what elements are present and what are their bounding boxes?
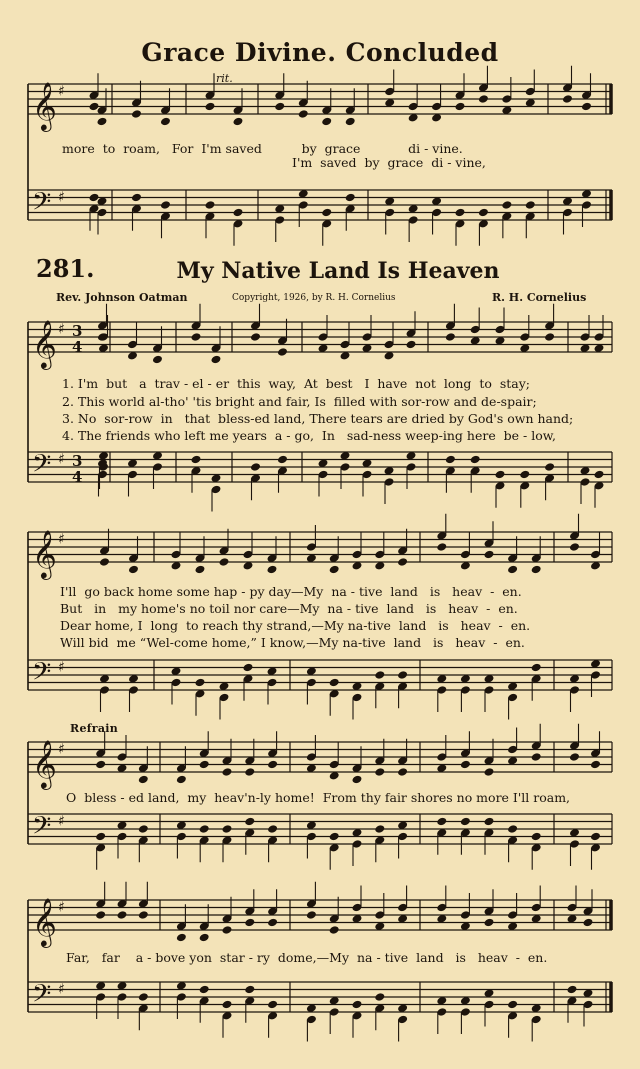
verse-3-line-2: Dear home, I long to reach thy strand,—My na-tive land is heav - en. <box>60 618 531 633</box>
lyric-grace-main: more to roam, For I'm saved by grace di - vine. <box>62 141 463 156</box>
verse-2-line-1: 2. This world al-tho' 'tis bright and fair, Is filled with sor-row and de-spair; <box>62 394 537 409</box>
notehead <box>222 767 233 777</box>
verse-2-line-2: But in my home's no toil nor care—My na - tive land is heav - en. <box>60 601 518 616</box>
notehead <box>345 193 356 203</box>
time-signature-bottom: 4 <box>72 468 83 486</box>
notehead <box>199 985 210 995</box>
notehead <box>445 455 456 465</box>
notehead <box>374 670 385 680</box>
notehead <box>160 200 171 210</box>
notehead <box>267 565 278 575</box>
notehead <box>567 985 578 995</box>
composer-credit: R. H. Cornelius <box>492 291 587 304</box>
notehead <box>581 102 592 112</box>
notehead <box>329 565 340 575</box>
key-signature-sharp: ♯ <box>58 83 65 100</box>
bass-clef: 𝄢 <box>32 811 52 847</box>
notehead <box>484 550 495 560</box>
verse-1-line-1: 1. I'm but a trav - el - er this way, At best I have not long to stay; <box>62 376 530 391</box>
notehead <box>397 557 408 567</box>
notehead <box>267 760 278 770</box>
bass-clef: 𝄢 <box>32 657 52 693</box>
treble-clef: 𝄞 <box>32 897 57 946</box>
notehead <box>267 824 278 834</box>
notehead <box>250 332 261 342</box>
notehead <box>562 94 573 104</box>
verse-4-line-1: 4. The friends who left me years a - go, In sad-ness weep-ing here be - low, <box>62 428 556 443</box>
notehead <box>131 193 142 203</box>
notehead <box>329 678 340 688</box>
notehead <box>484 817 495 827</box>
notehead <box>544 462 555 472</box>
notehead <box>211 355 222 365</box>
refrain-line-1: O bless - ed land, my heav'n-ly home! From thy fair shores no more I'll roam, <box>66 790 571 805</box>
treble-clef: 𝄞 <box>32 529 57 578</box>
notehead <box>244 985 255 995</box>
time-signature-bottom: 4 <box>72 338 83 356</box>
notehead <box>470 455 481 465</box>
bass-clef: 𝄢 <box>32 449 52 485</box>
notehead <box>531 752 542 762</box>
notehead <box>594 470 605 480</box>
notehead <box>321 208 332 218</box>
hymn-title: My Native Land Is Heaven <box>176 258 500 284</box>
notehead <box>321 117 332 127</box>
key-signature-sharp: ♯ <box>58 189 65 206</box>
key-signature-sharp: ♯ <box>58 813 65 830</box>
notehead <box>525 200 536 210</box>
notehead <box>195 565 206 575</box>
notehead <box>329 925 340 935</box>
time-signature-top: 3 <box>72 452 83 470</box>
notehead <box>352 775 363 785</box>
key-signature-sharp: ♯ <box>58 899 65 916</box>
key-signature-sharp: ♯ <box>58 321 65 338</box>
notehead <box>298 109 309 119</box>
lyric-grace-echo: I'm saved by grace di - vine, <box>292 155 486 170</box>
notehead <box>95 832 106 842</box>
key-signature-sharp: ♯ <box>58 451 65 468</box>
key-signature-sharp: ♯ <box>58 659 65 676</box>
notehead <box>374 767 385 777</box>
notehead <box>274 102 285 112</box>
refrain-line-2: Far, far a - bove yon star - ry dome,—My na - tive land is heav - en. <box>66 950 548 965</box>
notehead <box>138 775 149 785</box>
notehead <box>233 117 244 127</box>
notehead <box>531 663 542 673</box>
notehead <box>267 918 278 928</box>
notehead <box>484 767 495 777</box>
notehead <box>374 824 385 834</box>
notehead <box>138 992 149 1002</box>
notehead <box>277 455 288 465</box>
notehead <box>222 824 233 834</box>
notehead <box>195 678 206 688</box>
notehead <box>345 117 356 127</box>
notehead <box>176 933 187 943</box>
notehead <box>455 102 466 112</box>
notehead <box>495 470 506 480</box>
notehead <box>478 208 489 218</box>
notehead <box>199 933 210 943</box>
notehead <box>531 565 542 575</box>
notehead <box>374 992 385 1002</box>
notehead <box>352 1000 363 1010</box>
notehead <box>507 824 518 834</box>
author-credit: Rev. Johnson Oatman <box>56 291 188 304</box>
notehead <box>95 910 106 920</box>
notehead <box>590 760 601 770</box>
notehead <box>99 557 110 567</box>
notehead <box>306 910 317 920</box>
notehead <box>176 775 187 785</box>
notehead <box>329 832 340 842</box>
notehead <box>191 455 202 465</box>
refrain-label: Refrain <box>70 722 119 735</box>
notehead <box>507 1000 518 1010</box>
notehead <box>199 824 210 834</box>
notehead <box>519 470 530 480</box>
bass-clef: 𝄢 <box>32 187 52 223</box>
notehead <box>460 817 471 827</box>
verse-3-line-1: 3. No sor-row in that bless-ed land, There tears are dried by God's own hand; <box>62 411 574 426</box>
notehead <box>233 208 244 218</box>
notehead <box>544 332 555 342</box>
notehead <box>267 1000 278 1010</box>
notehead <box>484 918 495 928</box>
notehead <box>205 200 216 210</box>
notehead <box>128 565 139 575</box>
notehead <box>244 918 255 928</box>
notehead <box>205 102 216 112</box>
notehead <box>569 752 580 762</box>
notehead <box>138 910 149 920</box>
notehead <box>397 767 408 777</box>
time-signature-top: 3 <box>72 322 83 340</box>
notehead <box>531 832 542 842</box>
notehead <box>244 817 255 827</box>
notehead <box>243 663 254 673</box>
bass-clef: 𝄢 <box>32 979 52 1015</box>
treble-clef: 𝄞 <box>32 81 57 130</box>
notehead <box>436 542 447 552</box>
notehead <box>478 94 489 104</box>
notehead <box>590 832 601 842</box>
notehead <box>222 1000 233 1010</box>
notehead <box>97 117 108 127</box>
verse-4-line-2: Will bid me “Wel-come home,” I know,—My na-tive land is heav - en. <box>60 635 525 650</box>
notehead <box>436 817 447 827</box>
hymn-number: 281. <box>36 254 95 283</box>
copyright-notice: Copyright, 1926, by R. H. Cornelius <box>232 293 396 303</box>
notehead <box>406 340 417 350</box>
notehead <box>507 565 518 575</box>
notehead <box>455 208 466 218</box>
notehead <box>117 910 128 920</box>
notehead <box>152 355 163 365</box>
notehead <box>397 670 408 680</box>
notehead <box>569 542 580 552</box>
section-title-grace-divine: Grace Divine. Concluded <box>141 38 499 67</box>
notehead <box>160 117 171 127</box>
verse-1-line-2: I'll go back home some hap - py day—My na - tive land is heav - en. <box>60 584 522 599</box>
notehead <box>219 557 230 567</box>
key-signature-sharp: ♯ <box>58 531 65 548</box>
notehead <box>95 760 106 770</box>
notehead <box>138 824 149 834</box>
notehead <box>244 767 255 777</box>
notehead <box>199 760 210 770</box>
key-signature-sharp: ♯ <box>58 981 65 998</box>
notehead <box>191 332 202 342</box>
tempo-marking: rit. <box>216 72 233 85</box>
notehead <box>460 760 471 770</box>
notehead <box>250 462 261 472</box>
notehead <box>222 925 233 935</box>
notehead <box>277 347 288 357</box>
treble-clef: 𝄞 <box>32 319 57 368</box>
key-signature-sharp: ♯ <box>58 741 65 758</box>
notehead <box>131 109 142 119</box>
notehead <box>501 200 512 210</box>
notehead <box>583 918 594 928</box>
treble-clef: 𝄞 <box>32 739 57 788</box>
notehead <box>445 332 456 342</box>
